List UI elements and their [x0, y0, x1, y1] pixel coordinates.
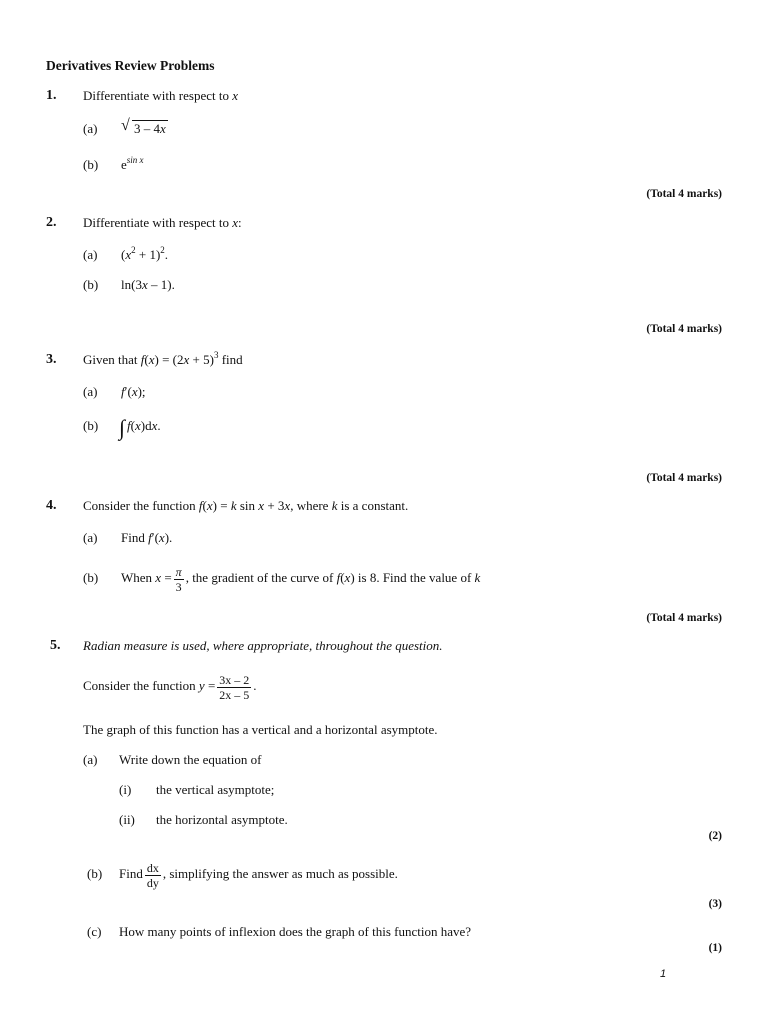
q3a-label: (a) [83, 384, 98, 399]
q4-stem-end: is a constant. [340, 498, 409, 513]
q4b-label: (b) [83, 570, 99, 585]
q5-y: y [198, 678, 205, 693]
q3-stem-post: find [218, 352, 243, 367]
q3-stem-var2: x [183, 352, 190, 367]
q2a-mid: + 1) [135, 247, 161, 262]
q3-stem-f: f [140, 352, 145, 367]
q2-stem [83, 215, 242, 231]
q5-fraction [217, 673, 251, 702]
q4-stem-k2: k [331, 498, 338, 513]
q1a-expression [121, 117, 168, 137]
q4b-frac-top: π [175, 564, 182, 579]
q4-stem-var: x [206, 498, 213, 513]
q2a-label: (a) [83, 247, 98, 262]
q4a-pre: Find [121, 530, 145, 545]
q4-number: 4. [46, 498, 57, 513]
q1b-expression [121, 157, 144, 173]
q5-frac-end: . [253, 678, 257, 693]
q1-number: 1. [46, 88, 57, 103]
q3-stem-pre: Given that [83, 352, 138, 367]
q4a-end: ). [164, 530, 173, 545]
q3b-label: (b) [83, 418, 99, 433]
q5-intro: Radian measure is used, where appropriate, throughout the question. [83, 638, 443, 653]
q5-number: 5. [50, 638, 61, 653]
q5b-text: , simplifying the answer as much as possible. [162, 866, 398, 881]
q5b-expression [119, 857, 398, 891]
q3b-dvar: x [151, 418, 158, 433]
q2a-var: x [125, 247, 132, 262]
q4-stem-f: f [198, 498, 203, 513]
integral-sign-icon: ∫ [119, 415, 126, 440]
q4a-f: f [148, 530, 152, 545]
q2a-exp2: 2 [160, 245, 165, 255]
q2-stem-end: : [237, 215, 242, 230]
q4-stem-sin: sin [239, 498, 256, 513]
q5aii-label: (ii) [119, 812, 135, 827]
q4-total-marks: (Total 4 marks) [646, 612, 722, 624]
q4a-var: x [158, 530, 165, 545]
q4a-expression [121, 530, 172, 546]
q5c-label: (c) [87, 924, 102, 939]
q4b-open: ( [340, 570, 345, 585]
q4a-label: (a) [83, 530, 98, 545]
q1a-label: (a) [83, 121, 98, 136]
q3-stem-close: ) = (2 [154, 352, 184, 367]
q3a-expression [121, 384, 146, 400]
q4b-frac-bot: 3 [175, 579, 182, 594]
q4-stem-x2: x [258, 498, 265, 513]
q4-stem-open: ( [202, 498, 207, 513]
q1-stem-text: Differentiate with respect to [83, 88, 229, 103]
q1a-radicand [132, 120, 168, 136]
q2b-var: x [141, 277, 148, 292]
q5-consider: Consider the function [83, 678, 196, 693]
q2a-exp1: 2 [131, 245, 136, 255]
q3b-end: . [157, 418, 161, 433]
q4-stem-where: , where [290, 498, 329, 513]
q1b-base: e [121, 157, 127, 172]
q4b-f: f [336, 570, 341, 585]
q3a-prime: ′( [124, 384, 132, 399]
q2-number: 2. [46, 215, 57, 230]
q5b-marks: (3) [708, 898, 722, 910]
document-title: Derivatives Review Problems [46, 58, 215, 73]
q3-stem-mid: + 5) [189, 352, 214, 367]
q3b-close: )d [140, 418, 152, 433]
q2b-label: (b) [83, 277, 99, 292]
q4-stem-plus: + 3 [264, 498, 285, 513]
q1b-label: (b) [83, 157, 99, 172]
q3-total-marks: (Total 4 marks) [646, 472, 722, 484]
q4b-k: k [474, 570, 481, 585]
q5-eq: = [207, 678, 216, 693]
q1-stem-var: x [232, 88, 238, 103]
q1b-exponent: sin x [126, 155, 144, 165]
q2a-expression [121, 247, 168, 263]
q4b-var: x [344, 570, 351, 585]
q4b-expression [121, 561, 480, 595]
q4b-fraction [174, 565, 184, 594]
q1-total-marks: (Total 4 marks) [646, 188, 722, 200]
q4-stem [83, 498, 408, 514]
q2b-post: – 1). [147, 277, 175, 292]
q3-number: 3. [46, 352, 57, 367]
q5a-marks: (2) [708, 830, 722, 842]
q3b-f: f [127, 418, 131, 433]
q5ai-text: the vertical asymptote; [156, 782, 275, 797]
q5c-marks: (1) [708, 942, 722, 954]
q5-function-line [83, 669, 257, 703]
q3a-var: x [131, 384, 138, 399]
q5-graph-text: The graph of this function has a vertical and a horizontal asymptote. [83, 722, 438, 737]
q3-stem-var: x [148, 352, 155, 367]
q2-stem-text: Differentiate with respect to [83, 215, 229, 230]
q2b-pre: ln(3 [121, 277, 142, 292]
page-number: 1 [660, 968, 667, 980]
q2a-open: ( [121, 247, 126, 262]
q4-stem-x3: x [284, 498, 291, 513]
q5a-text: Write down the equation of [119, 752, 262, 767]
q5ai-label: (i) [119, 782, 132, 797]
q4b-mid: , the gradient of the curve of [185, 570, 334, 585]
q5-frac-bot: 2x – 5 [219, 687, 250, 702]
q5b-frac-bot: dy [146, 875, 159, 890]
q2-total-marks: (Total 4 marks) [646, 323, 722, 335]
q5b-fraction [145, 861, 161, 890]
q4b-when: When [121, 570, 153, 585]
q5c-text: How many points of inflexion does the graph of this function have? [119, 924, 472, 939]
q5a-label: (a) [83, 752, 98, 767]
q4-stem-eq: ) = [212, 498, 228, 513]
q1a-radicand-var: x [160, 121, 166, 136]
q3b-var: x [135, 418, 141, 433]
q2a-end: . [164, 247, 169, 262]
q5b-label: (b) [87, 866, 103, 881]
q4a-prime: ′( [151, 530, 159, 545]
q3a-f: f [121, 384, 125, 399]
q2b-expression [121, 277, 175, 293]
q1-stem [83, 88, 238, 104]
q3-stem [83, 352, 243, 368]
q5b-find: Find [119, 866, 143, 881]
q4b-eq: = [164, 570, 172, 585]
q3-stem-exp: 3 [213, 350, 219, 360]
q3a-end: ); [137, 384, 146, 399]
q4-stem-pre: Consider the function [83, 498, 196, 513]
q5aii-text: the horizontal asymptote. [156, 812, 288, 827]
q4b-mid2: ) is 8. Find the value of [350, 570, 472, 585]
q3b-open: ( [130, 418, 135, 433]
q5-frac-top: 3x – 2 [219, 672, 250, 687]
square-root [121, 117, 168, 137]
q4-stem-k: k [230, 498, 237, 513]
q1a-radicand-const: 3 – 4 [134, 121, 160, 136]
q2-stem-var: x [232, 215, 238, 230]
radical-sign-icon: √ [121, 117, 130, 134]
q4b-x: x [155, 570, 162, 585]
q5b-frac-top: dx [146, 860, 159, 875]
q3-stem-open: ( [144, 352, 149, 367]
q3b-expression [119, 415, 161, 440]
